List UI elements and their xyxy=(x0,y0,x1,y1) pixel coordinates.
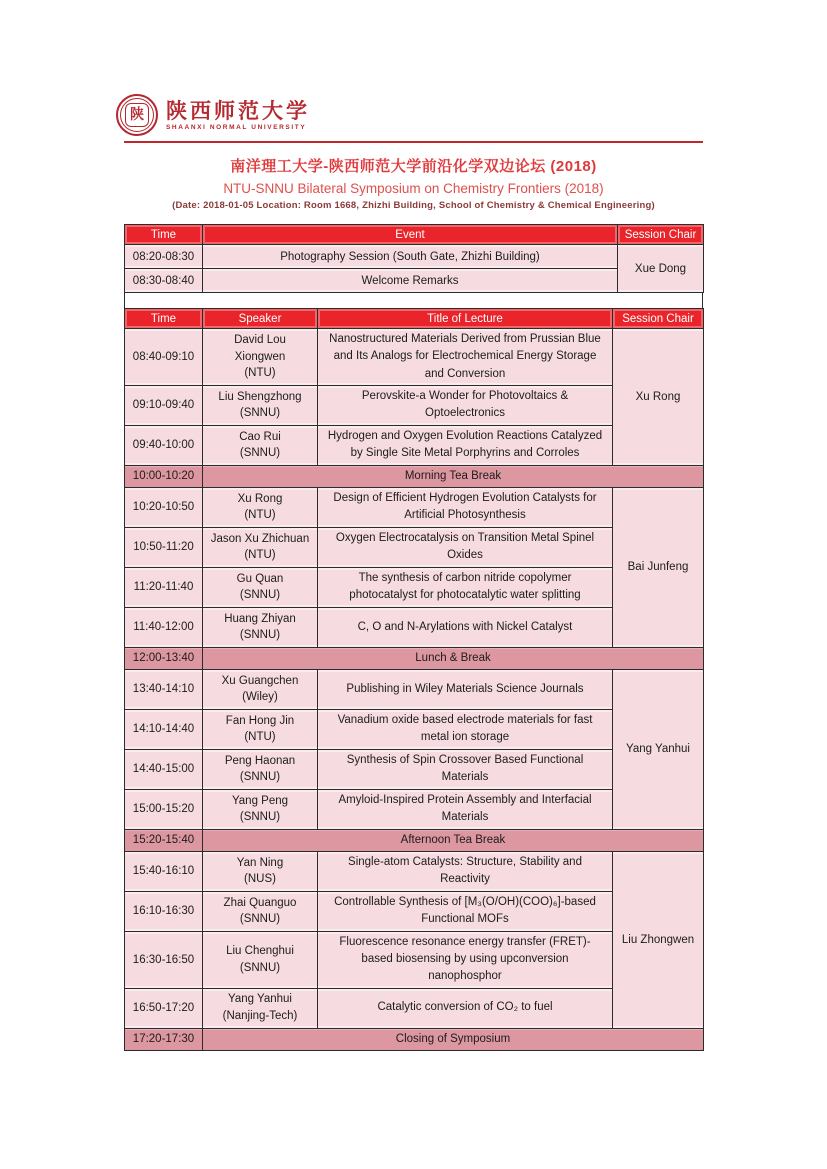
speaker-cell xyxy=(203,931,318,988)
speaker-cell xyxy=(203,385,318,425)
speaker-name: Xu Rong xyxy=(237,492,283,505)
speaker-affiliation: (SNNU) xyxy=(239,913,281,926)
time-cell: 11:20-11:40 xyxy=(125,567,203,607)
lecture-title-cell: Catalytic conversion of CO₂ to fuel xyxy=(318,988,613,1028)
lecture-title-cell: Fluorescence resonance energy transfer (FRET)-based biosensing by using upconversion nanophosphor xyxy=(318,931,613,988)
header-divider xyxy=(124,141,703,143)
talk-row xyxy=(125,669,704,709)
speaker-cell xyxy=(203,669,318,709)
speaker-affiliation: (Nanjing-Tech) xyxy=(222,1010,298,1022)
speaker-affiliation: (NTU) xyxy=(244,549,276,562)
speaker-cell xyxy=(203,851,318,891)
session-chair-cell: Liu Zhongwen xyxy=(613,851,704,1028)
university-wordmark xyxy=(166,99,310,130)
time-cell: 13:40-14:10 xyxy=(125,669,203,709)
speaker-name: Jason Xu Zhichuan xyxy=(210,532,310,545)
speaker-name: Peng Haonan xyxy=(224,754,296,767)
speaker-cell xyxy=(203,567,318,607)
speaker-cell xyxy=(203,709,318,749)
university-name-cn: 陕西师范大学 xyxy=(166,98,310,124)
break-row xyxy=(125,1028,704,1050)
column-header-time: Time xyxy=(125,309,203,329)
break-label: Closing of Symposium xyxy=(203,1028,704,1050)
speaker-affiliation: (NTU) xyxy=(244,731,276,744)
speaker-affiliation: (SNNU) xyxy=(239,407,281,420)
university-name-en: SHAANXI NORMAL UNIVERSITY xyxy=(166,123,307,131)
speaker-cell xyxy=(203,607,318,647)
lecture-title-cell: Nanostructured Materials Derived from Prussian Blue and Its Analogs for Electrochemical Energy Storage and Conversion xyxy=(318,329,613,386)
time-cell: 16:10-16:30 xyxy=(125,891,203,931)
speaker-cell xyxy=(203,329,318,386)
break-label: Lunch & Break xyxy=(203,647,704,669)
speaker-name: David Lou Xiongwen xyxy=(234,333,286,363)
speaker-cell xyxy=(203,749,318,789)
event-cell: Welcome Remarks xyxy=(203,269,618,293)
time-cell: 12:00-13:40 xyxy=(125,647,203,669)
time-cell: 08:20-08:30 xyxy=(125,245,203,269)
session-chair-cell: Xu Rong xyxy=(613,329,704,466)
lecture-title-cell: Vanadium oxide based electrode materials for fast metal ion storage xyxy=(318,709,613,749)
speaker-affiliation: (Wiley) xyxy=(242,691,278,704)
date-location-line: (Date: 2018-01-05 Location: Room 1668, Zhizhi Building, School of Chemistry & Chemical Engineering) xyxy=(172,200,655,211)
event-cell: Photography Session (South Gate, Zhizhi Building) xyxy=(203,245,618,269)
column-header-session-chair: Session Chair xyxy=(613,309,704,329)
session-chair-cell: Xue Dong xyxy=(618,245,704,293)
lecture-title-cell: Publishing in Wiley Materials Science Journals xyxy=(318,669,613,709)
column-header-speaker: Speaker xyxy=(203,309,318,329)
speaker-name: Huang Zhiyan xyxy=(224,612,296,625)
university-seal-icon xyxy=(116,94,158,136)
speaker-name: Liu Chenghui xyxy=(226,944,294,957)
speaker-name: Yang Yanhui xyxy=(228,993,292,1006)
time-cell: 08:30-08:40 xyxy=(125,269,203,293)
time-cell: 15:20-15:40 xyxy=(125,829,203,851)
break-label: Afternoon Tea Break xyxy=(203,829,704,851)
speaker-cell xyxy=(203,425,318,465)
time-cell: 08:40-09:10 xyxy=(125,329,203,386)
lecture-title-cell: Oxygen Electrocatalysis on Transition Metal Spinel Oxides xyxy=(318,527,613,567)
time-cell: 15:40-16:10 xyxy=(125,851,203,891)
speaker-cell xyxy=(203,527,318,567)
time-cell: 10:20-10:50 xyxy=(125,487,203,527)
speaker-affiliation: (NTU) xyxy=(244,367,276,380)
speaker-name: Xu Guangchen xyxy=(221,674,299,687)
lecture-title-cell: C, O and N-Arylations with Nickel Catalyst xyxy=(318,607,613,647)
lecture-header-row xyxy=(125,309,704,329)
time-cell: 14:40-15:00 xyxy=(125,749,203,789)
table-row xyxy=(125,269,704,293)
break-row xyxy=(125,647,704,669)
column-header-event: Event xyxy=(203,225,618,245)
time-cell: 10:00-10:20 xyxy=(125,465,203,487)
lecture-title-cell: Amyloid-Inspired Protein Assembly and Interfacial Materials xyxy=(318,789,613,829)
opening-session-table xyxy=(124,224,704,293)
lecture-title-cell: Design of Efficient Hydrogen Evolution Catalysts for Artificial Photosynthesis xyxy=(318,487,613,527)
lecture-title-cell: Perovskite-a Wonder for Photovoltaics & Optoelectronics xyxy=(318,385,613,425)
speaker-affiliation: (SNNU) xyxy=(239,589,281,602)
speaker-cell xyxy=(203,789,318,829)
speaker-affiliation: (SNNU) xyxy=(239,447,281,460)
table-spacer xyxy=(124,293,703,308)
time-cell: 09:40-10:00 xyxy=(125,425,203,465)
opening-header-row xyxy=(125,225,704,245)
time-cell: 10:50-11:20 xyxy=(125,527,203,567)
speaker-name: Liu Shengzhong xyxy=(218,390,302,403)
speaker-cell xyxy=(203,988,318,1028)
symposium-title-cn: 南洋理工大学-陕西师范大学前沿化学双边论坛 (2018) xyxy=(230,158,597,175)
lecture-schedule-table xyxy=(124,308,704,1051)
lecture-title-cell: Single-atom Catalysts: Structure, Stability and Reactivity xyxy=(318,851,613,891)
time-cell: 14:10-14:40 xyxy=(125,709,203,749)
speaker-cell xyxy=(203,891,318,931)
column-header-session-chair: Session Chair xyxy=(618,225,704,245)
speaker-affiliation: (NUS) xyxy=(244,873,276,886)
speaker-name: Yang Peng xyxy=(231,794,289,807)
speaker-name: Yan Ning xyxy=(236,856,284,869)
seal-character: 陕 xyxy=(125,103,149,127)
time-cell: 09:10-09:40 xyxy=(125,385,203,425)
break-row xyxy=(125,465,704,487)
symposium-title-en: NTU-SNNU Bilateral Symposium on Chemistry Frontiers (2018) xyxy=(223,181,604,196)
break-row xyxy=(125,829,704,851)
talk-row xyxy=(125,851,704,891)
time-cell: 11:40-12:00 xyxy=(125,607,203,647)
lecture-title-cell: Controllable Synthesis of [M₃(O/OH)(COO)₆]-based Functional MOFs xyxy=(318,891,613,931)
column-header-lecture-title: Title of Lecture xyxy=(318,309,613,329)
table-row xyxy=(125,245,704,269)
speaker-affiliation: (SNNU) xyxy=(239,771,281,784)
speaker-cell xyxy=(203,487,318,527)
lecture-title-cell: The synthesis of carbon nitride copolymer photocatalyst for photocatalytic water splitting xyxy=(318,567,613,607)
time-cell: 16:50-17:20 xyxy=(125,988,203,1028)
talk-row xyxy=(125,329,704,386)
university-logo xyxy=(116,93,703,137)
lecture-title-cell: Hydrogen and Oxygen Evolution Reactions Catalyzed by Single Site Metal Porphyrins and Corroles xyxy=(318,425,613,465)
speaker-name: Fan Hong Jin xyxy=(225,714,295,727)
speaker-affiliation: (SNNU) xyxy=(239,629,281,642)
lecture-title-cell: Synthesis of Spin Crossover Based Functional Materials xyxy=(318,749,613,789)
speaker-affiliation: (SNNU) xyxy=(239,811,281,824)
time-cell: 16:30-16:50 xyxy=(125,931,203,988)
speaker-name: Zhai Quanguo xyxy=(223,896,297,909)
speaker-affiliation: (NTU) xyxy=(244,509,276,522)
column-header-time: Time xyxy=(125,225,203,245)
speaker-name: Cao Rui xyxy=(239,430,281,443)
time-cell: 15:00-15:20 xyxy=(125,789,203,829)
time-cell: 17:20-17:30 xyxy=(125,1028,203,1050)
speaker-name: Gu Quan xyxy=(236,572,284,585)
session-chair-cell: Bai Junfeng xyxy=(613,487,704,647)
break-label: Morning Tea Break xyxy=(203,465,704,487)
session-chair-cell: Yang Yanhui xyxy=(613,669,704,829)
talk-row xyxy=(125,487,704,527)
speaker-affiliation: (SNNU) xyxy=(239,961,281,974)
